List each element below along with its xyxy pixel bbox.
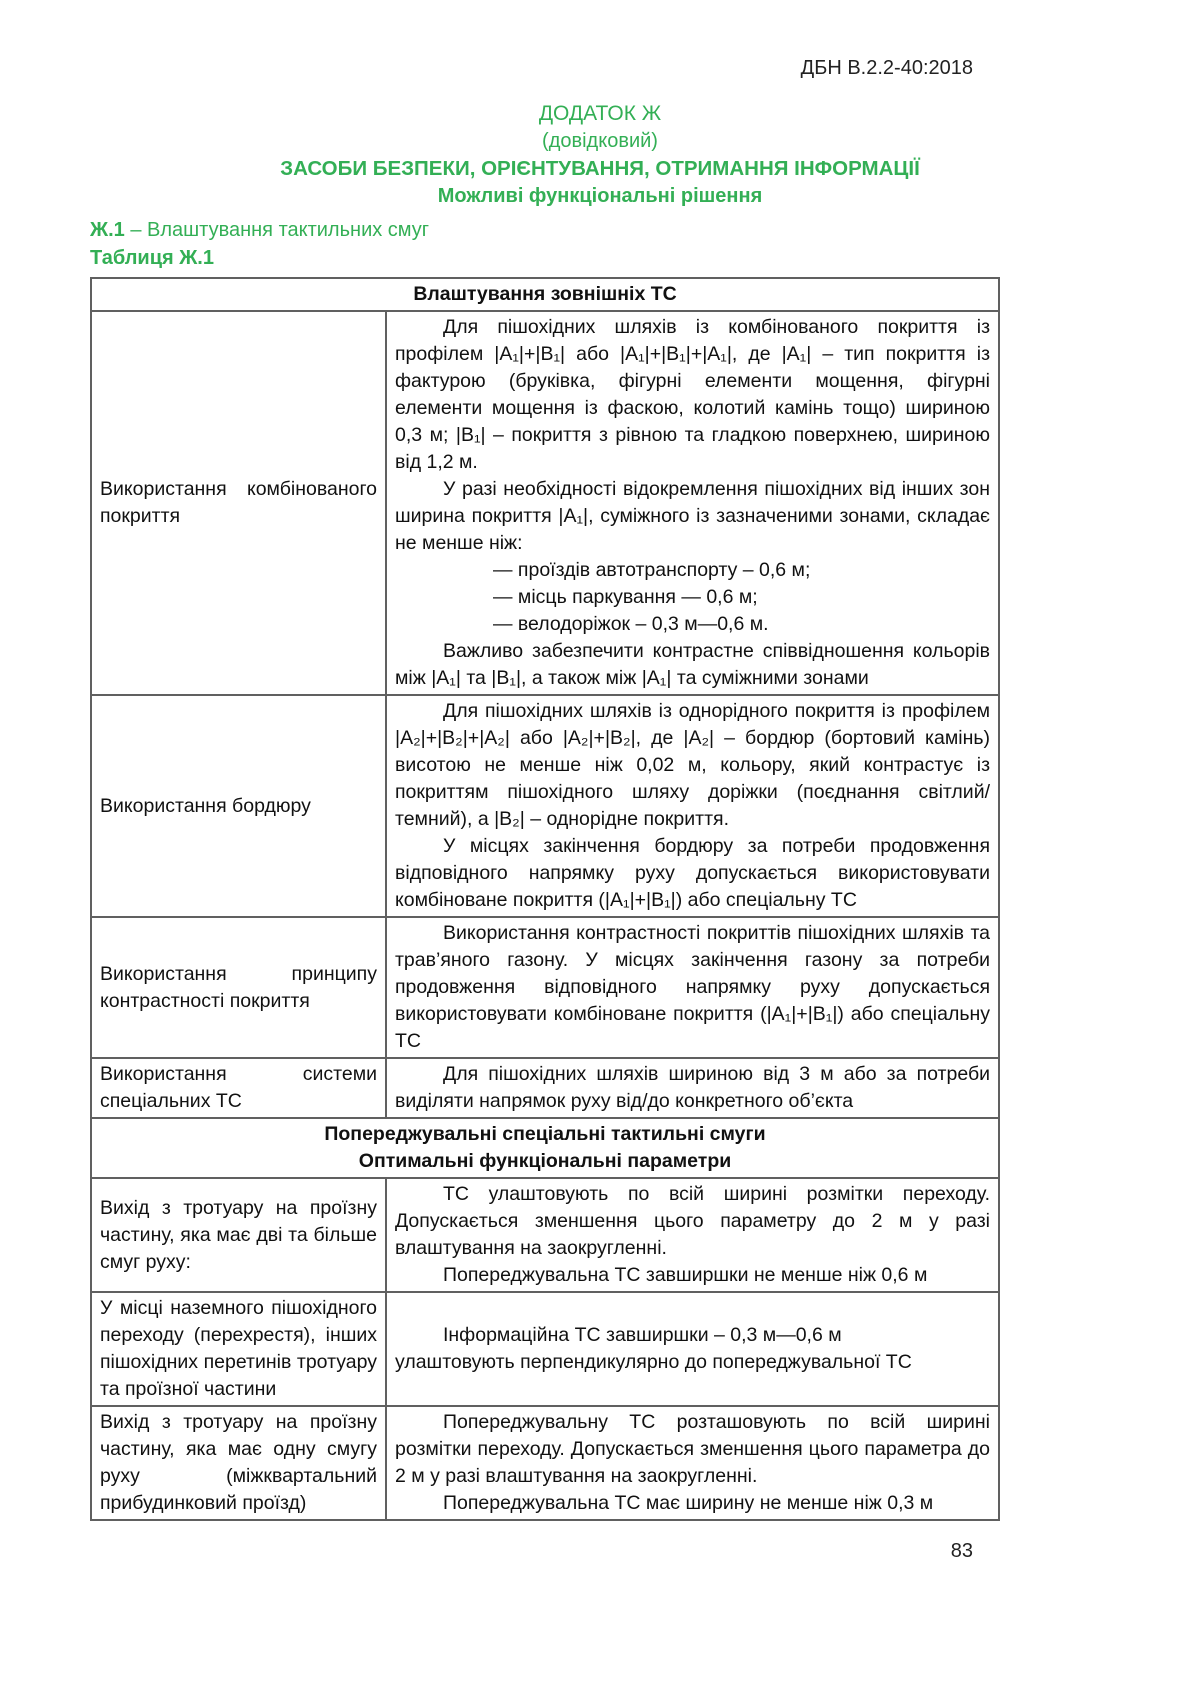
section-heading [90,217,1200,244]
row-content [386,917,999,1058]
paragraph: Попереджувальну ТС розташовують по всій ширині розмітки переходу. Допускається зменшення цього параметра до 2 м у разі влаштування на заокругленні. [395,1411,991,1487]
table-row [91,1292,999,1406]
row-label: У місці наземного пішохідного переходу (перехрестя), інших пішохідних перетинів тротуару та проїзної частини [91,1292,386,1406]
table-header: Влаштування зовнішніх ТС [91,278,999,311]
section-title: – Влаштування тактильних смуг [124,219,430,241]
doc-code: ДБН В.2.2-40:2018 [800,57,973,79]
row-label: Вихід з тротуару на проїзну частину, яка має одну смугу руху (міжквартальний прибудинковий проїзд) [91,1406,386,1520]
appendix-type: (довідковий) [542,130,658,152]
table-header-row [91,278,999,311]
table-row [91,1178,999,1292]
table-label: Таблиця Ж.1 [90,247,214,269]
row-label: Вихід з тротуару на проїзну частину, яка має дві та більше смуг руху: [91,1178,386,1292]
table-section-header [91,1118,999,1178]
list-item: — проїздів автотранспорту – 0,6 м; [493,559,811,581]
row-label: Використання бордюру [91,695,386,917]
row-label: Використання системи спеціальних ТС [91,1058,386,1118]
subtitle: Можливі функціональні рішення [437,185,763,207]
paragraph: Інформаційна ТС завширшки – 0,3 м—0,6 м [443,1324,842,1346]
row-label: Використання принципу контрастності покриття [91,917,386,1058]
appendix-heading: ДОДАТОК Ж [538,102,662,125]
row-label: Використання комбінованого покриття [91,311,386,695]
paragraph: У місцях закінчення бордюру за потреби продовження відповідного напрямку руху допускається використовувати комбіноване покриття (|А₁|+|В₁|) або спеціальну ТС [395,835,991,911]
paragraph: Попереджувальна ТС має ширину не менше ніж 0,3 м [443,1492,934,1514]
paragraph: Важливо забезпечити контрастне співвідношення кольорів між |А₁| та |В₁|, а також між |А₁| та суміжними зонами [395,640,991,689]
paragraph: Використання контрастності покриттів пішохідних шляхів та трав’яного газону. У місцях закінчення газону за потреби продовження відповідного напрямку руху допускається використовувати комбіноване покриття (|А₁|+|В₁|) або спеціальну ТС [395,922,991,1052]
table-row [91,917,999,1058]
table-row [91,695,999,917]
paragraph: Для пішохідних шляхів із однорідного покриття із профілем |А₂|+|В₂|+|А₂| або |А₂|+|В₂|, де |А₂| – бордюр (бортовий камінь) висотою не менше ніж 0,02 м, кольору, який контрастує із покриттям пішохідного шляху доріжки (поєднання світлий/темний), а |В₂| – однорідне покриття. [395,700,991,830]
paragraph: ТС улаштовують по всій ширині розмітки переходу. Допускається зменшення цього параметру до 2 м у разі влаштування на заокругленні. [395,1183,991,1259]
row-content [386,695,999,917]
page-number: 83 [950,1540,973,1562]
list-item: — велодоріжок – 0,3 м—0,6 м. [493,613,769,635]
section-code: Ж.1 [90,219,125,241]
table-zh1 [90,277,1000,1521]
main-title: ЗАСОБИ БЕЗПЕКИ, ОРІЄНТУВАННЯ, ОТРИМАННЯ ІНФОРМАЦІЇ [280,157,920,180]
row-content [386,1406,999,1520]
row-content [386,1292,999,1406]
row-content [386,311,999,695]
row-content [386,1178,999,1292]
section-header-line2: Оптимальні функціональні параметри [358,1150,732,1172]
paragraph: Для пішохідних шляхів із комбінованого покриття із профілем |А₁|+|В₁| або |А₁|+|В₁|+|А₁|, де |А₁| – тип покриття із фактурою (бруківка, фігурні елементи мощення, фігурні елементи мощення із фаскою, колотий камінь тощо) шириною 0,3 м; |В₁| – покриття з рівною та гладкою поверхнею, шириною від 1,2 м. [395,316,991,473]
headings-block [0,100,1200,210]
paragraph: У разі необхідності відокремлення пішохідних від інших зон ширина покриття |А₁|, суміжного із зазначеними зонами, складає не менше ніж: [395,478,991,554]
paragraph: улаштовують перпендикулярно до попереджувальної ТС [395,1351,912,1373]
table-section-header-row [91,1118,999,1178]
list-item: — місць паркування — 0,6 м; [493,586,758,608]
paragraph: Попереджувальна ТС завширшки не менше ніж 0,6 м [443,1264,928,1286]
table-row [91,311,999,695]
row-content [386,1058,999,1118]
table-row [91,1058,999,1118]
paragraph: Для пішохідних шляхів шириною від 3 м або за потреби виділяти напрямок руху від/до конкретного об’єкта [395,1063,991,1112]
table-row [91,1406,999,1520]
section-header-line1: Попереджувальні спеціальні тактильні смуги [324,1123,766,1145]
